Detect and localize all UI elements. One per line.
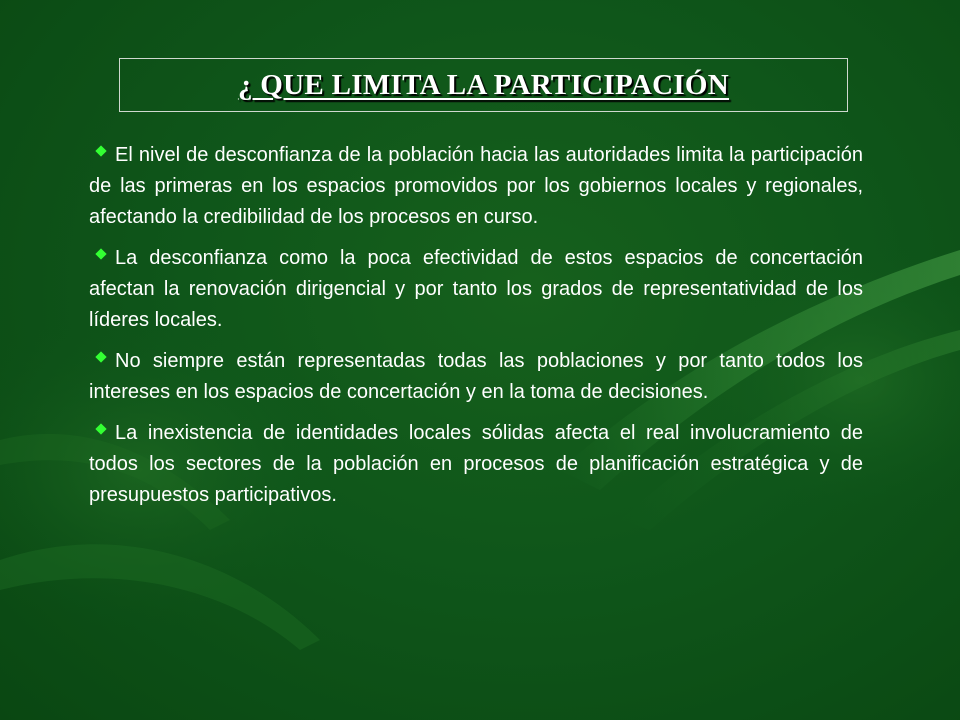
bullet-text: La desconfianza como la poca efectividad de estos espacios de concertación afectan la renovación dirigencial y por tanto los grados de representatividad de los líderes locales.	[89, 247, 863, 331]
bullet-item	[89, 346, 863, 408]
diamond-bullet-icon	[95, 351, 106, 362]
bullet-item	[89, 418, 863, 511]
bullet-text: El nivel de desconfianza de la población hacia las autoridades limita la participación de las primeras en los espacios promovidos por los gobiernos locales y regionales, afectando la credibilidad de los procesos en curso.	[89, 144, 863, 228]
bullet-text: La inexistencia de identidades locales sólidas afecta el real involucramiento de todos los sectores de la población en procesos de planificación estratégica y de presupuestos participativos.	[89, 422, 863, 506]
bullet-item	[89, 243, 863, 336]
title-frame	[119, 58, 848, 112]
bullet-text: No siempre están representadas todas las poblaciones y por tanto todos los intereses en los espacios de concertación y en la toma de decisiones.	[89, 350, 863, 403]
slide-title: ¿ QUE LIMITA LA PARTICIPACIÓN	[237, 68, 730, 101]
diamond-bullet-icon	[95, 248, 106, 259]
bullet-list	[89, 140, 863, 521]
bullet-item	[89, 140, 863, 233]
diamond-bullet-icon	[95, 145, 106, 156]
diamond-bullet-icon	[95, 423, 106, 434]
